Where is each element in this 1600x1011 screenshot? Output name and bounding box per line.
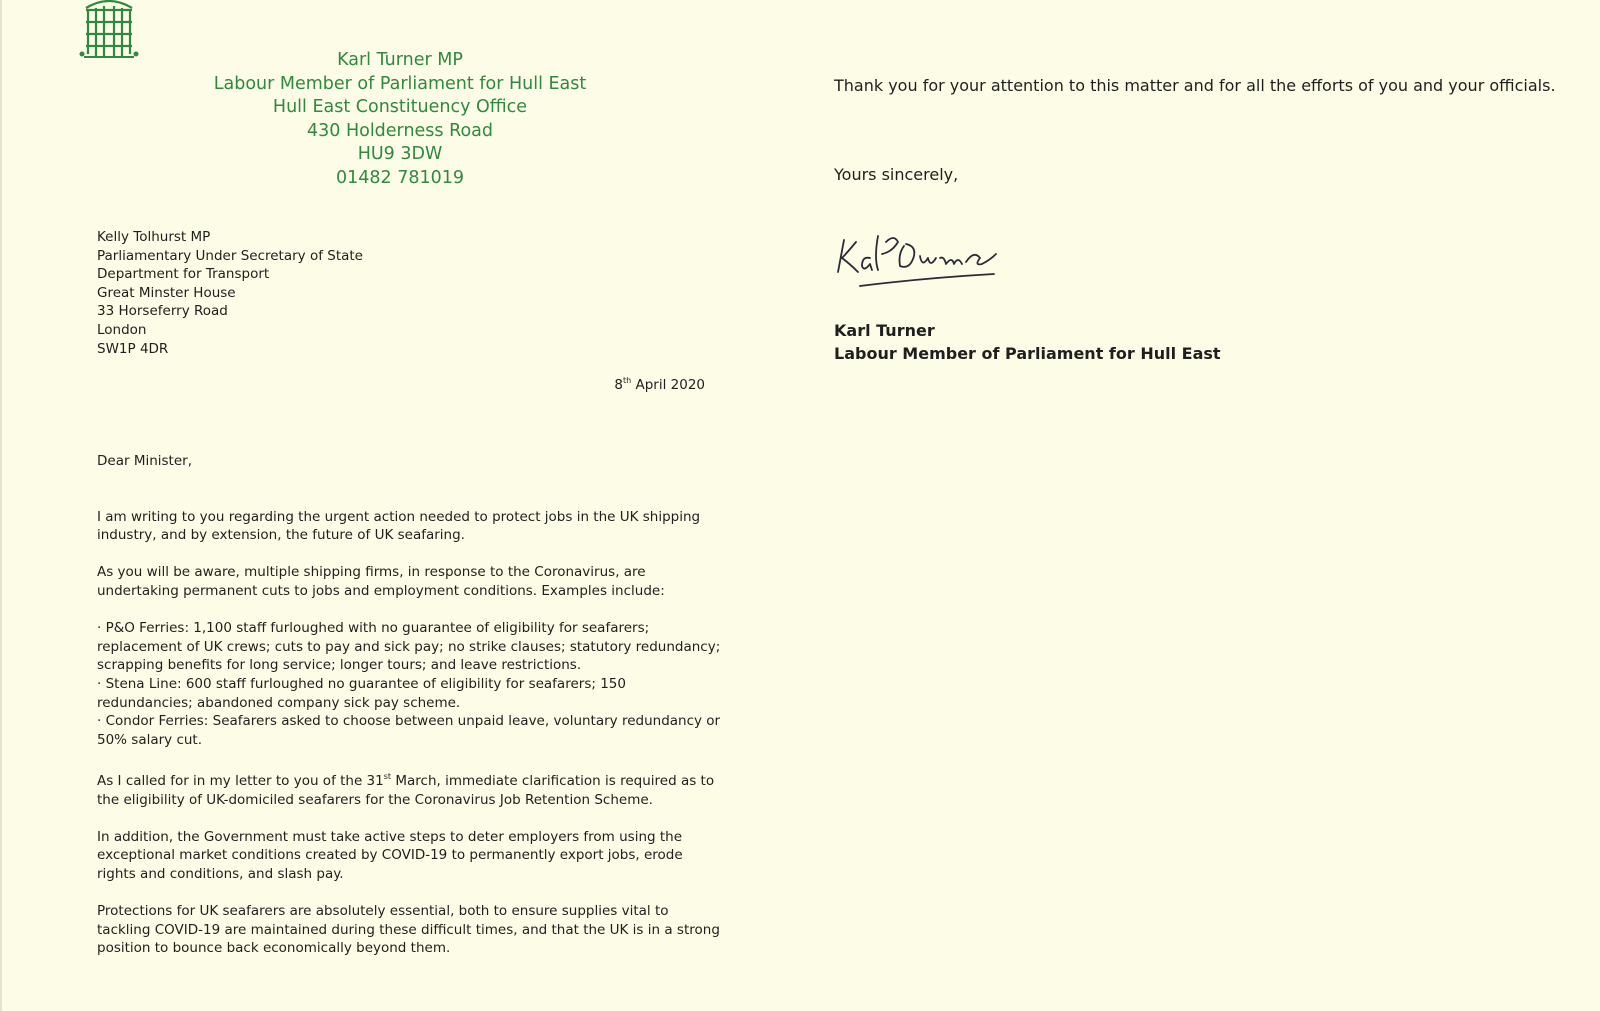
date-day: 8 bbox=[614, 377, 623, 393]
list-item: · P&O Ferries: 1,100 staff furloughed with no guarantee of eligibility for seafarers; replacement of UK crews; cuts to pay and sick pay; no strike clauses; statutory redundancy; scrapping benefits for long service; longer tours; and leave restrictions. bbox=[97, 620, 721, 674]
examples-list bbox=[97, 619, 722, 749]
sign-off: Yours sincerely, bbox=[834, 165, 959, 184]
list-item: · Stena Line: 600 staff furloughed no guarantee of eligibility for seafarers; 150 redundancies; abandoned company sick pay scheme. bbox=[97, 675, 626, 711]
recipient-line: Kelly Tolhurst MP bbox=[97, 229, 211, 245]
paragraph-4: In addition, the Government must take active steps to deter employers from using the exceptional market conditions created by COVID-19 to permanently export jobs, erode rights and conditions, and slash pay. bbox=[97, 828, 683, 882]
recipient-line: SW1P 4DR bbox=[97, 340, 169, 357]
paragraph-3 bbox=[97, 768, 722, 809]
letterhead-street: 430 Holderness Road bbox=[306, 120, 494, 141]
recipient-address bbox=[97, 228, 363, 358]
letter-body bbox=[97, 452, 722, 976]
letterhead bbox=[200, 49, 600, 190]
letterhead-role: Labour Member of Parliament for Hull East bbox=[213, 73, 587, 94]
paragraph-2: As you will be aware, multiple shipping firms, in response to the Coronavirus, are undertaking permanent cuts to jobs and employment conditions. Examples include: bbox=[97, 564, 665, 599]
recipient-line: Parliamentary Under Secretary of State bbox=[97, 247, 363, 264]
date-rest: April 2020 bbox=[631, 377, 705, 393]
recipient-line: Great Minster House bbox=[97, 284, 236, 301]
signer-title: Labour Member of Parliament for Hull East bbox=[834, 344, 1221, 363]
paragraph-1: I am writing to you regarding the urgent action needed to protect jobs in the UK shipping industry, and by extension, the future of UK seafaring. bbox=[97, 508, 701, 544]
paragraph-3-start: As I called for in my letter to you of the 31 bbox=[97, 772, 384, 789]
recipient-line: Department for Transport bbox=[97, 266, 270, 283]
signer-name: Karl Turner bbox=[834, 321, 935, 340]
date-suffix: th bbox=[622, 376, 632, 385]
list-item: · Condor Ferries: Seafarers asked to choose between unpaid leave, voluntary redundancy or 50% salary cut. bbox=[97, 713, 721, 748]
thanks-line: Thank you for your attention to this matter and for all the efforts of you and your officials. bbox=[834, 76, 1556, 95]
salutation: Dear Minister, bbox=[97, 453, 192, 469]
recipient-line: 33 Horseferry Road bbox=[97, 303, 228, 320]
recipient-line: London bbox=[97, 321, 147, 338]
letterhead-phone: 01482 781019 bbox=[335, 167, 465, 188]
paragraph-3-sup: st bbox=[383, 771, 392, 781]
letterhead-name: Karl Turner MP bbox=[337, 50, 463, 70]
letter-date bbox=[560, 376, 705, 393]
portcullis-crest-icon bbox=[78, 0, 140, 60]
letterhead-office: Hull East Constituency Office bbox=[272, 97, 528, 117]
handwritten-signature-icon bbox=[834, 228, 1004, 294]
paragraph-5: Protections for UK seafarers are absolutely essential, both to ensure supplies vital to tackling COVID-19 are maintained during these difficult times, and that the UK is in a strong position to bounce back economically beyond them. bbox=[97, 903, 720, 957]
paragraph-3-end: March, immediate clarification is required as to the eligibility of UK-domiciled seafarers for the Coronavirus Job Retention Scheme. bbox=[97, 772, 715, 808]
letterhead-postcode: HU9 3DW bbox=[357, 144, 443, 164]
page-edge bbox=[0, 0, 2, 1011]
